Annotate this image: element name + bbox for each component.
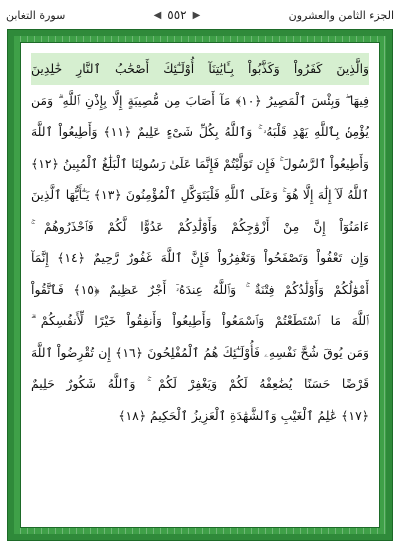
- page-border: [8, 30, 392, 540]
- triangle-left-icon[interactable]: ◀: [153, 9, 162, 21]
- triangle-right-icon[interactable]: ▶: [192, 9, 201, 21]
- verse-line[interactable]: ءَامَنُوٓاْ إِنَّ مِنْ أَزْوَٰجِكُمْ وَأَوْلَٰدِكُمْ عَدُوًّا لَّكُمْ فَٱحْذَرُوهُمْ ۚ: [31, 218, 369, 234]
- page-body: [20, 42, 380, 528]
- verse-line[interactable]: ٱللَّهُ لَآ إِلَٰهَ إِلَّا هُوَ ۚ وَعَلَى ٱللَّهِ فَلْيَتَوَكَّلِ ٱلْمُؤْمِنُونَ ﴿١٣﴾ يَـٰٓأَيُّهَا ٱلَّذِينَ: [31, 187, 369, 202]
- verse-line[interactable]: ٱللَّهَ مَا ٱسْتَطَعْتُمْ وَٱسْمَعُواْ وَأَطِيعُواْ وَأَنفِقُواْ خَيْرًا لِّأَنفُسِكُمْ ۗ: [31, 313, 369, 328]
- page-number: ٥٥٢: [167, 8, 187, 22]
- verse-line[interactable]: قَرْضًا حَسَنًا يُضَٰعِفْهُ لَكُمْ وَيَغْفِرْ لَكُمْ ۚ وَٱللَّهُ شَكُورٌ حَلِيمٌ: [31, 376, 369, 391]
- page-header: [0, 0, 400, 30]
- page-navigation: [154, 8, 201, 22]
- quran-text: [31, 53, 369, 517]
- verse-line[interactable]: وَأَطِيعُواْ ٱلرَّسُولَ ۚ فَإِن تَوَلَّيْتُمْ فَإِنَّمَا عَلَىٰ رَسُولِنَا ٱلْبَلَٰغُ ٱلْمُبِينُ ﴿١٢﴾: [31, 155, 369, 171]
- verse-line-highlighted[interactable]: وَالَّذِينَ كَفَرُواْ وَكَذَّبُواْ بِـَٔايَٰتِنَآ أُوْلَـٰٓئِكَ أَصْحَٰبُ ٱلنَّارِ خَٰلِدِينَ: [31, 53, 369, 85]
- verse-line[interactable]: وَمَن يُوقَ شُحَّ نَفْسِهِۦ فَأُوْلَـٰٓئِكَ هُمُ ٱلْمُفْلِحُونَ ﴿١٦﴾ إِن تُقْرِضُواْ ٱللَّهَ: [31, 344, 369, 360]
- juz-title: الجزء الثامن والعشرون: [288, 8, 394, 22]
- verse-line[interactable]: أَمْوَٰلُكُمْ وَأَوْلَٰدُكُمْ فِتْنَةٌ ۚ وَٱللَّهُ عِندَهُۥٓ أَجْرٌ عَظِيمٌ ﴿١٥﴾ فَٱتَّقُواْ: [31, 281, 369, 297]
- surah-name: سورة التغابن: [6, 8, 66, 22]
- verse-line[interactable]: يُؤْمِنۢ بِٱللَّهِ يَهْدِ قَلْبَهُۥ ۚ وَٱللَّهُ بِكُلِّ شَىْءٍ عَلِيمٌ ﴿١١﴾ وَأَطِيعُواْ ٱللَّهَ: [31, 124, 369, 139]
- verse-line[interactable]: وَإِن تَعْفُواْ وَتَصْفَحُواْ وَتَغْفِرُواْ فَإِنَّ ٱللَّهَ غَفُورٌ رَّحِيمٌ ﴿١٤﴾ إِنَّمَآ: [31, 250, 369, 265]
- verse-line[interactable]: فِيهَا ۖ وَبِئْسَ ٱلْمَصِيرُ ﴿١٠﴾ مَآ أَصَابَ مِن مُّصِيبَةٍ إِلَّا بِإِذْنِ ٱللَّهِ ۗ وَمَن: [31, 92, 369, 108]
- verse-line[interactable]: ﴿١٧﴾ عَٰلِمُ ٱلْغَيْبِ وَٱلشَّهَٰدَةِ ٱلْعَزِيزُ ٱلْحَكِيمُ ﴿١٨﴾: [118, 407, 369, 423]
